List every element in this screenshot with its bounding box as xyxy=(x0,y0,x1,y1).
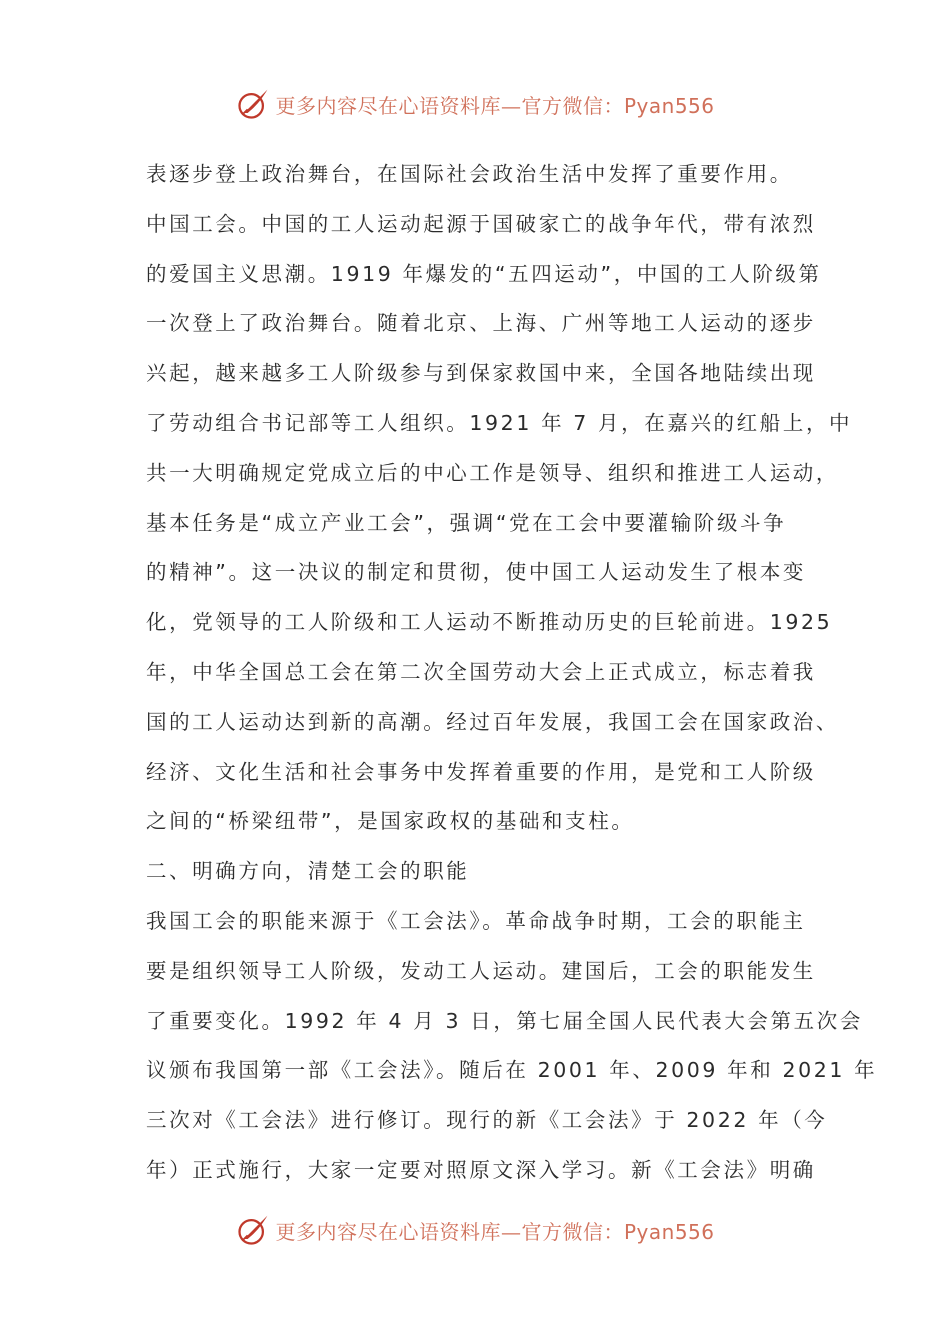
text-line: 基本任务是“成立产业工会”，强调“党在工会中要灌输阶级斗争 xyxy=(146,510,787,535)
text-line: 的爱国主义思潮。1919 年爆发的“五四运动”，中国的工人阶级第 xyxy=(146,261,822,286)
banner-main: 更多内容尽在心语资料库 xyxy=(275,93,501,118)
text-line: 三次对《工会法》进行修订。现行的新《工会法》于 2022 年（今 xyxy=(146,1108,828,1133)
section-heading: 二、明确方向，清楚工会的职能 xyxy=(146,859,470,884)
text-line: 表逐步登上政治舞台，在国际社会政治生活中发挥了重要作用。 xyxy=(146,162,793,186)
text-line: 要是组织领导工人阶级，发动工人运动。建国后，工会的职能发生 xyxy=(146,958,816,983)
quill-logo-icon xyxy=(235,1212,271,1248)
text-line: 国的工人运动达到新的高潮。经过百年发展，我国工会在国家政治、 xyxy=(146,709,839,734)
document-body xyxy=(146,150,878,1196)
text-line: 经济、文化生活和社会事务中发挥着重要的作用，是党和工人阶级 xyxy=(146,759,816,784)
text-line: 一次登上了政治舞台。随着北京、上海、广州等地工人运动的逐步 xyxy=(146,311,816,336)
text-line: 议颁布我国第一部《工会法》。随后在 2001 年、2009 年和 2021 年 xyxy=(146,1058,878,1083)
text-line: 之间的“桥梁纽带”，是国家政权的基础和支柱。 xyxy=(146,809,635,834)
text-line: 了重要变化。1992 年 4 月 3 日，第七届全国人民代表大会第五次会 xyxy=(146,1008,863,1033)
quill-logo-icon xyxy=(235,86,271,122)
text-line: 了劳动组合书记部等工人组织。1921 年 7 月，在嘉兴的红船上，中 xyxy=(146,410,853,435)
banner-official: 官方微信： xyxy=(521,1219,624,1244)
header-banner xyxy=(0,84,950,124)
banner-wechat-id: Pyan556 xyxy=(623,93,715,118)
text-line: 中国工会。中国的工人运动起源于国破家亡的战争年代，带有浓烈 xyxy=(146,211,816,236)
banner-wechat-id: Pyan556 xyxy=(623,1219,715,1244)
banner-dash: — xyxy=(500,1219,522,1244)
text-line: 化，党领导的工人阶级和工人运动不断推动历史的巨轮前进。1925 xyxy=(146,610,833,635)
footer-banner xyxy=(0,1210,950,1250)
text-line: 共一大明确规定党成立后的中心工作是领导、组织和推进工人运动， xyxy=(146,460,839,485)
text-line: 兴起，越来越多工人阶级参与到保家救国中来，全国各地陆续出现 xyxy=(146,361,816,386)
text-line: 年，中华全国总工会在第二次全国劳动大会上正式成立，标志着我 xyxy=(146,659,816,684)
banner-text xyxy=(275,1216,714,1245)
text-line: 我国工会的职能来源于《工会法》。革命战争时期，工会的职能主 xyxy=(146,908,806,933)
text-line: 年）正式施行，大家一定要对照原文深入学习。新《工会法》明确 xyxy=(146,1157,816,1182)
text-line: 的精神”。这一决议的制定和贯彻，使中国工人运动发生了根本变 xyxy=(146,560,807,585)
banner-dash: — xyxy=(500,93,522,118)
banner-text xyxy=(275,90,714,119)
banner-main: 更多内容尽在心语资料库 xyxy=(275,1219,501,1244)
banner-official: 官方微信： xyxy=(521,93,624,118)
